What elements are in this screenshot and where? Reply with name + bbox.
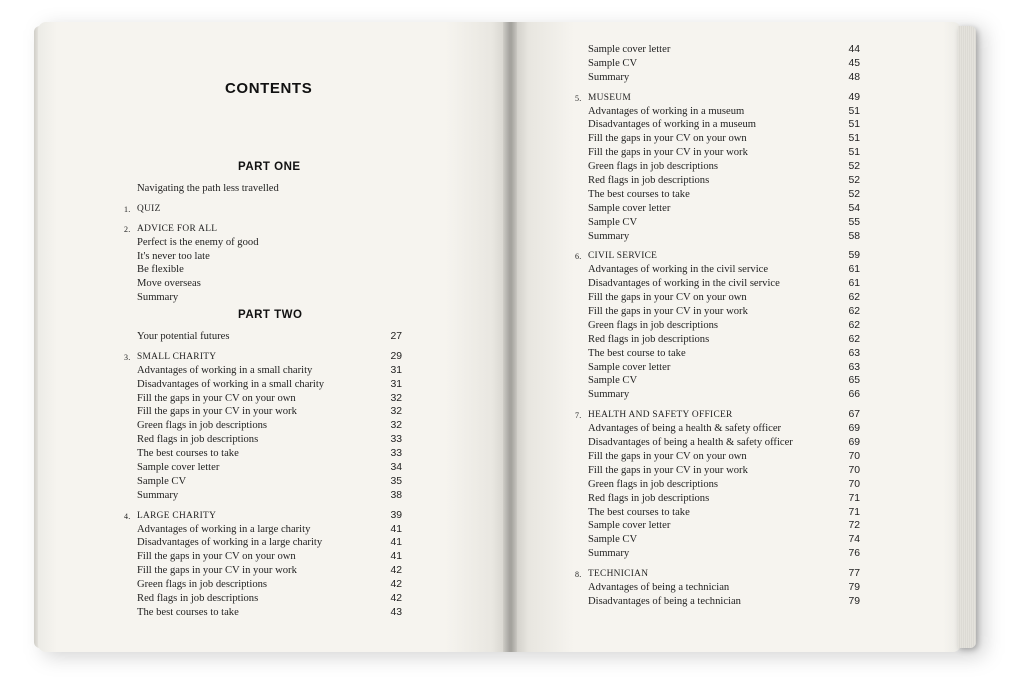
entry-title: The best courses to take: [588, 188, 690, 200]
page-number: 32: [390, 420, 402, 432]
page-number: 67: [848, 409, 860, 421]
entry-title: Advantages of working in the civil service: [588, 264, 769, 276]
page-number: 61: [848, 278, 860, 290]
toc-entry: [588, 57, 860, 71]
toc-entry: [588, 291, 860, 305]
page-number: 63: [848, 361, 860, 373]
entry-title: Fill the gaps in your CV on your own: [137, 392, 296, 404]
entry-title: Fill the gaps in your CV in your work: [588, 147, 748, 159]
toc-entry: [588, 581, 860, 595]
toc-chapter-entry: [124, 202, 279, 216]
entry-title: Fill the gaps in your CV on your own: [588, 133, 747, 145]
entry-title: Red flags in job descriptions: [588, 333, 710, 345]
entry-title: Green flags in job descriptions: [588, 319, 719, 331]
toc-entry: [588, 519, 860, 533]
page-number: 41: [390, 551, 402, 563]
toc-entry: [588, 506, 860, 520]
page-number: 69: [848, 437, 860, 449]
page-number: 33: [390, 434, 402, 446]
page-number: 49: [848, 91, 860, 103]
page-number: 70: [848, 464, 860, 476]
page-number: 51: [848, 119, 860, 131]
page-number: 79: [848, 595, 860, 607]
toc-entry: [137, 550, 402, 564]
page-number: 72: [848, 520, 860, 532]
entry-title: Sample CV: [588, 375, 638, 387]
page-number: 71: [848, 492, 860, 504]
chapter-number: 2.: [124, 224, 131, 234]
entry-title: Fill the gaps in your CV in your work: [588, 306, 748, 318]
entry-title: Disadvantages of working in a small charity: [137, 378, 325, 390]
toc-entry: [588, 146, 860, 160]
toc-entry: [588, 263, 860, 277]
entry-title: Green flags in job descriptions: [588, 161, 719, 173]
toc-chapter-entry: [575, 567, 860, 581]
chapter-title: TECHNICIAN: [588, 569, 649, 580]
entry-title: Advantages of working in a small charity: [137, 364, 313, 376]
chapter-title: SMALL CHARITY: [137, 351, 217, 362]
page-number: 66: [848, 389, 860, 401]
toc-entry: [588, 422, 860, 436]
toc-entry: [588, 277, 860, 291]
toc-chapter-entry: [124, 222, 279, 236]
entry-title: Disadvantages of working in a large charity: [137, 537, 323, 549]
toc-entry: [588, 347, 860, 361]
toc-entry: [588, 478, 860, 492]
page-number: 42: [390, 565, 402, 577]
page-number: 44: [848, 44, 860, 55]
toc-entry: [588, 305, 860, 319]
entry-title: Sample CV: [588, 216, 638, 228]
entry-title: It's never too late: [137, 250, 210, 262]
toc-entry: [137, 182, 279, 196]
page-number: 32: [390, 406, 402, 418]
entry-title: Advantages of being a health & safety officer: [588, 423, 782, 435]
page-number: 54: [848, 202, 860, 214]
entry-title: The best courses to take: [588, 506, 690, 518]
chapter-number: 8.: [575, 570, 582, 580]
page-number: 39: [390, 509, 402, 521]
chapter-number: 3.: [124, 352, 131, 362]
page-number: 58: [848, 230, 860, 242]
toc-entry: [137, 606, 402, 620]
entry-title: Sample CV: [588, 534, 638, 546]
toc-entry: [588, 361, 860, 375]
toc-entry: [588, 43, 860, 57]
toc-chapter-entry: [124, 509, 402, 523]
toc-entry: [588, 216, 860, 230]
entry-title: Red flags in job descriptions: [137, 434, 259, 446]
toc-entry: [588, 436, 860, 450]
toc-entry: [137, 564, 402, 578]
entry-title: Red flags in job descriptions: [588, 175, 710, 187]
chapter-title: LARGE CHARITY: [137, 510, 217, 521]
toc-entry: [588, 105, 860, 119]
entry-title: Disadvantages of being a technician: [588, 595, 741, 607]
entry-title: Move overseas: [137, 278, 201, 290]
toc-entry: [137, 489, 402, 503]
entry-title: Navigating the path less travelled: [137, 183, 279, 194]
page-number: 62: [848, 292, 860, 304]
entry-title: Summary: [137, 292, 179, 304]
toc-entry: [137, 236, 279, 250]
toc-entry: [588, 132, 860, 146]
entry-title: Fill the gaps in your CV on your own: [137, 551, 296, 563]
toc-entry: [588, 464, 860, 478]
page-number: 71: [848, 506, 860, 518]
page-number: 41: [390, 523, 402, 535]
page-number: 51: [848, 147, 860, 159]
toc-entry: [137, 433, 402, 447]
toc-entry: [137, 277, 279, 291]
toc-entry: [588, 595, 860, 609]
entry-title: The best courses to take: [137, 448, 239, 460]
entry-title: Advantages of working in a museum: [588, 105, 745, 117]
toc-right-page-list: [575, 43, 860, 609]
entry-title: Summary: [137, 489, 179, 501]
page-number: 77: [848, 568, 860, 580]
page-number: 38: [390, 489, 402, 501]
book-spine: [503, 22, 517, 652]
page-number: 27: [390, 331, 402, 342]
chapter-title: HEALTH AND SAFETY OFFICER: [588, 410, 733, 421]
entry-title: Summary: [588, 389, 630, 401]
toc-entry: [137, 592, 402, 606]
entry-title: Red flags in job descriptions: [137, 593, 259, 605]
entry-title: Sample cover letter: [588, 44, 671, 55]
toc-entry: [588, 202, 860, 216]
page-number: 51: [848, 133, 860, 145]
toc-entry: [588, 160, 860, 174]
page-number: 42: [390, 593, 402, 605]
chapter-title: QUIZ: [137, 203, 161, 214]
chapter-number: 4.: [124, 511, 131, 521]
toc-entry: [588, 118, 860, 132]
page-number: 62: [848, 333, 860, 345]
page-number: 51: [848, 105, 860, 117]
page-number: 59: [848, 250, 860, 262]
toc-entry: [588, 174, 860, 188]
toc-entry: [137, 392, 402, 406]
toc-part-one-list: [124, 182, 279, 305]
entry-title: Fill the gaps in your CV in your work: [137, 406, 297, 418]
toc-entry: [588, 388, 860, 402]
toc-chapter-entry: [575, 91, 860, 105]
page-stack-edge: [958, 26, 976, 648]
toc-entry: [588, 547, 860, 561]
entry-title: Sample CV: [588, 57, 638, 69]
toc-entry: [137, 364, 402, 378]
toc-entry: [137, 523, 402, 537]
toc-entry: [588, 71, 860, 85]
entry-title: Green flags in job descriptions: [588, 478, 719, 490]
entry-title: Sample cover letter: [588, 202, 671, 214]
page-number: 62: [848, 306, 860, 318]
chapter-title: CIVIL SERVICE: [588, 251, 658, 262]
entry-title: Red flags in job descriptions: [588, 492, 710, 504]
toc-chapter-entry: [575, 249, 860, 263]
page-number: 29: [390, 350, 402, 362]
chapter-number: 6.: [575, 252, 582, 262]
page-number: 55: [848, 216, 860, 228]
entry-title: Fill the gaps in your CV on your own: [588, 450, 747, 462]
entry-title: Disadvantages of working in a museum: [588, 119, 756, 131]
chapter-title: ADVICE FOR ALL: [137, 223, 218, 234]
page-number: 52: [848, 188, 860, 200]
page-number: 70: [848, 450, 860, 462]
page-number: 34: [390, 462, 402, 474]
toc-entry: [137, 447, 402, 461]
toc-entry: [588, 450, 860, 464]
page-number: 52: [848, 175, 860, 187]
entry-title: Fill the gaps in your CV in your work: [137, 565, 297, 577]
toc-entry: [588, 492, 860, 506]
entry-title: Sample CV: [137, 475, 187, 487]
entry-title: Sample cover letter: [588, 361, 671, 373]
entry-title: Perfect is the enemy of good: [137, 236, 259, 248]
toc-part-two-list: [124, 330, 402, 620]
entry-title: Fill the gaps in your CV in your work: [588, 464, 748, 476]
toc-entry: [588, 230, 860, 244]
toc-entry: [137, 578, 402, 592]
entry-title: Sample cover letter: [588, 520, 671, 532]
page-number: 35: [390, 475, 402, 487]
entry-title: Advantages of being a technician: [588, 581, 730, 593]
entry-title: Disadvantages of working in the civil service: [588, 278, 780, 290]
toc-entry: [137, 419, 402, 433]
toc-entry: [137, 291, 279, 305]
entry-title: Summary: [588, 230, 630, 242]
page-number: 48: [848, 71, 860, 83]
entry-title: The best courses to take: [137, 606, 239, 618]
entry-title: Fill the gaps in your CV on your own: [588, 292, 747, 304]
toc-entry: [588, 333, 860, 347]
entry-title: Your potential futures: [137, 331, 230, 342]
page-number: 41: [390, 537, 402, 549]
page-number: 31: [390, 364, 402, 376]
entry-title: Green flags in job descriptions: [137, 420, 268, 432]
page-number: 69: [848, 423, 860, 435]
page-number: 45: [848, 57, 860, 69]
toc-entry: [137, 263, 279, 277]
page-number: 32: [390, 392, 402, 404]
page-number: 74: [848, 534, 860, 546]
entry-title: The best course to take: [588, 347, 686, 359]
entry-title: Advantages of working in a large charity: [137, 523, 311, 535]
entry-title: Green flags in job descriptions: [137, 579, 268, 591]
part-one-title: PART ONE: [238, 161, 301, 173]
page-number: 42: [390, 579, 402, 591]
page-number: 33: [390, 448, 402, 460]
toc-entry: [137, 475, 402, 489]
toc-entry: [137, 330, 402, 344]
contents-title: CONTENTS: [225, 80, 313, 97]
toc-entry: [588, 374, 860, 388]
chapter-title: MUSEUM: [588, 92, 631, 103]
toc-entry: [588, 533, 860, 547]
toc-chapter-entry: [124, 350, 402, 364]
page-number: 65: [848, 375, 860, 387]
entry-title: Summary: [588, 548, 630, 560]
toc-entry: [137, 378, 402, 392]
toc-entry: [137, 405, 402, 419]
entry-title: Sample cover letter: [137, 462, 220, 474]
chapter-number: 1.: [124, 204, 131, 214]
toc-entry: [137, 536, 402, 550]
page-number: 61: [848, 264, 860, 276]
page-number: 63: [848, 347, 860, 359]
toc-chapter-entry: [575, 408, 860, 422]
entry-title: Be flexible: [137, 264, 184, 276]
toc-entry: [137, 461, 402, 475]
page-number: 79: [848, 581, 860, 593]
page-number: 43: [390, 606, 402, 618]
toc-entry: [588, 319, 860, 333]
page-number: 52: [848, 161, 860, 173]
chapter-number: 5.: [575, 93, 582, 103]
chapter-number: 7.: [575, 411, 582, 421]
page-number: 76: [848, 548, 860, 560]
page-number: 70: [848, 478, 860, 490]
page-number: 62: [848, 319, 860, 331]
toc-entry: [137, 250, 279, 264]
part-two-title: PART TWO: [238, 309, 303, 321]
toc-entry: [588, 188, 860, 202]
page-number: 31: [390, 378, 402, 390]
entry-title: Summary: [588, 71, 630, 83]
entry-title: Disadvantages of being a health & safety officer: [588, 437, 793, 449]
